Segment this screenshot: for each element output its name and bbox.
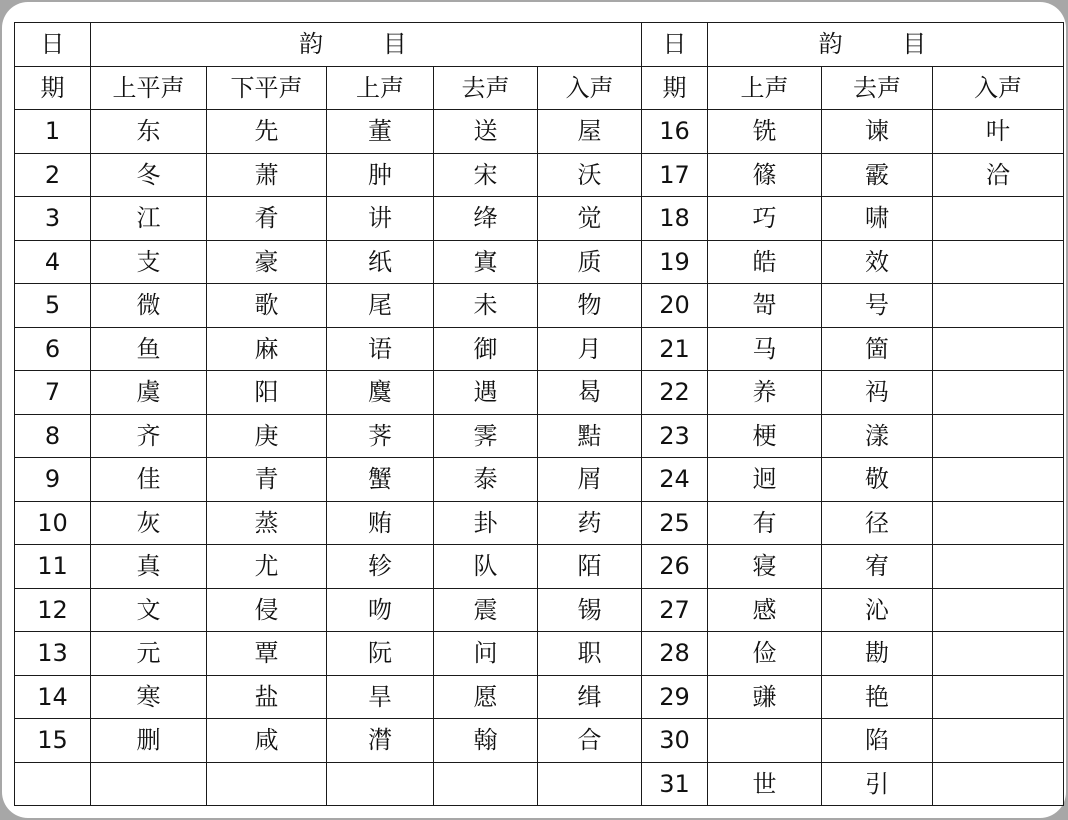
date-cell: 16 [642, 110, 708, 154]
date-cell: 26 [642, 545, 708, 589]
rhyme-cell [933, 501, 1064, 545]
rhyme-cell: 寝 [708, 545, 822, 589]
date-cell: 17 [642, 153, 708, 197]
date-cell: 25 [642, 501, 708, 545]
rhyme-cell: 月 [538, 327, 642, 371]
date-cell: 7 [15, 371, 91, 415]
date-cell: 1 [15, 110, 91, 154]
rhyme-cell: 肿 [327, 153, 434, 197]
rhyme-cell [708, 719, 822, 763]
table-row [15, 719, 1064, 763]
rhyme-cell: 先 [207, 110, 327, 154]
col-header-qu-right: 去声 [822, 66, 933, 110]
rhyme-cell: 沃 [538, 153, 642, 197]
rhyme-cell: 效 [822, 240, 933, 284]
date-cell: 31 [642, 762, 708, 806]
rhyme-cell [434, 762, 538, 806]
rhyme-cell: 径 [822, 501, 933, 545]
rhyme-cell [91, 762, 207, 806]
rhyme-cell [933, 458, 1064, 502]
rhyme-cell: 讲 [327, 197, 434, 241]
table-row [15, 327, 1064, 371]
rhyme-cell: 勘 [822, 632, 933, 676]
rhyme-cell: 江 [91, 197, 207, 241]
rhyme-cell: 曷 [538, 371, 642, 415]
date-cell: 10 [15, 501, 91, 545]
rhyme-cell: 宋 [434, 153, 538, 197]
rhyme-cell: 感 [708, 588, 822, 632]
rhyme-cell: 叶 [933, 110, 1064, 154]
rhyme-cell [933, 197, 1064, 241]
date-cell: 30 [642, 719, 708, 763]
date-cell: 2 [15, 153, 91, 197]
date-cell: 28 [642, 632, 708, 676]
col-header-shang-ping: 上平声 [91, 66, 207, 110]
document-frame [2, 2, 1066, 818]
rhyme-cell: 巧 [708, 197, 822, 241]
date-cell: 14 [15, 675, 91, 719]
table-row [15, 632, 1064, 676]
date-cell: 24 [642, 458, 708, 502]
rhyme-cell: 有 [708, 501, 822, 545]
rhyme-cell: 歌 [207, 284, 327, 328]
rhyme-cell: 漾 [822, 414, 933, 458]
rhyme-cell: 侵 [207, 588, 327, 632]
table-row [15, 197, 1064, 241]
rhyme-cell: 纸 [327, 240, 434, 284]
rhyme-cell [933, 719, 1064, 763]
rhyme-cell [933, 240, 1064, 284]
rhyme-cell: 养 [708, 371, 822, 415]
table-row [15, 284, 1064, 328]
rhyme-cell: 篠 [708, 153, 822, 197]
rhyme-cell: 哿 [708, 284, 822, 328]
rhyme-cell: 麌 [327, 371, 434, 415]
date-cell: 4 [15, 240, 91, 284]
table-row [15, 545, 1064, 589]
col-header-shang-right: 上声 [708, 66, 822, 110]
rhyme-cell: 东 [91, 110, 207, 154]
table-row [15, 675, 1064, 719]
date-cell: 9 [15, 458, 91, 502]
rhyme-cell: 职 [538, 632, 642, 676]
rhyme-cell: 麻 [207, 327, 327, 371]
date-cell: 21 [642, 327, 708, 371]
date-header-right-bottom: 期 [642, 66, 708, 110]
rhyme-cell: 荠 [327, 414, 434, 458]
rhyme-cell: 黠 [538, 414, 642, 458]
rhyme-cell: 迥 [708, 458, 822, 502]
rhyme-cell: 陷 [822, 719, 933, 763]
rhyme-cell: 轸 [327, 545, 434, 589]
rhyme-cell: 沁 [822, 588, 933, 632]
rhyme-cell: 青 [207, 458, 327, 502]
rhyme-cell: 佳 [91, 458, 207, 502]
rhyme-cell: 梗 [708, 414, 822, 458]
rhyme-cell: 啸 [822, 197, 933, 241]
rhyme-cell: 阮 [327, 632, 434, 676]
date-cell: 18 [642, 197, 708, 241]
date-cell: 22 [642, 371, 708, 415]
rhyme-calendar-table [14, 22, 1064, 806]
table-row [15, 153, 1064, 197]
rhyme-cell: 震 [434, 588, 538, 632]
rhyme-cell: 语 [327, 327, 434, 371]
rhyme-cell: 文 [91, 588, 207, 632]
date-cell: 20 [642, 284, 708, 328]
rhyme-cell: 贿 [327, 501, 434, 545]
rhyme-cell: 齐 [91, 414, 207, 458]
rhyme-cell: 质 [538, 240, 642, 284]
table-body [15, 23, 1064, 806]
rhyme-cell: 敬 [822, 458, 933, 502]
rhyme-cell: 董 [327, 110, 434, 154]
col-header-shang-left: 上声 [327, 66, 434, 110]
rhyme-cell: 合 [538, 719, 642, 763]
rhyme-cell [933, 632, 1064, 676]
date-cell: 3 [15, 197, 91, 241]
rhyme-cell: 锡 [538, 588, 642, 632]
rhyme-cell: 删 [91, 719, 207, 763]
date-header-right-top: 日 [642, 23, 708, 67]
date-cell: 29 [642, 675, 708, 719]
rhyme-cell: 霁 [434, 414, 538, 458]
rhyme-cell: 潸 [327, 719, 434, 763]
rhyme-cell: 微 [91, 284, 207, 328]
rhyme-cell: 卦 [434, 501, 538, 545]
date-cell: 12 [15, 588, 91, 632]
rhyme-cell: 真 [91, 545, 207, 589]
rhyme-cell: 豏 [708, 675, 822, 719]
date-cell: 27 [642, 588, 708, 632]
rhyme-cell: 元 [91, 632, 207, 676]
rhyme-cell [933, 327, 1064, 371]
rhyme-header-right: 韵 目 [708, 23, 1064, 67]
rhyme-header-left: 韵 目 [91, 23, 642, 67]
date-cell: 19 [642, 240, 708, 284]
rhyme-cell [933, 284, 1064, 328]
col-header-xia-ping: 下平声 [207, 66, 327, 110]
rhyme-cell: 俭 [708, 632, 822, 676]
rhyme-cell: 御 [434, 327, 538, 371]
date-header-left-top: 日 [15, 23, 91, 67]
rhyme-cell: 虞 [91, 371, 207, 415]
rhyme-cell: 肴 [207, 197, 327, 241]
rhyme-cell: 铣 [708, 110, 822, 154]
date-cell: 15 [15, 719, 91, 763]
rhyme-cell: 萧 [207, 153, 327, 197]
rhyme-cell: 觉 [538, 197, 642, 241]
date-cell: 5 [15, 284, 91, 328]
rhyme-cell [933, 675, 1064, 719]
table-row [15, 762, 1064, 806]
table-row [15, 371, 1064, 415]
rhyme-cell [933, 414, 1064, 458]
rhyme-cell: 皓 [708, 240, 822, 284]
rhyme-cell: 屋 [538, 110, 642, 154]
rhyme-cell: 鱼 [91, 327, 207, 371]
rhyme-cell: 翰 [434, 719, 538, 763]
rhyme-cell: 寒 [91, 675, 207, 719]
rhyme-cell: 洽 [933, 153, 1064, 197]
rhyme-cell: 谏 [822, 110, 933, 154]
rhyme-cell: 宥 [822, 545, 933, 589]
col-header-ru-left: 入声 [538, 66, 642, 110]
col-header-ru-right: 入声 [933, 66, 1064, 110]
rhyme-cell: 尾 [327, 284, 434, 328]
table-row [15, 588, 1064, 632]
rhyme-cell: 世 [708, 762, 822, 806]
rhyme-cell: 盐 [207, 675, 327, 719]
table-row [15, 501, 1064, 545]
rhyme-cell: 冬 [91, 153, 207, 197]
rhyme-cell: 引 [822, 762, 933, 806]
rhyme-cell: 箇 [822, 327, 933, 371]
rhyme-cell [327, 762, 434, 806]
rhyme-cell: 阳 [207, 371, 327, 415]
rhyme-cell: 蟹 [327, 458, 434, 502]
col-header-qu-left: 去声 [434, 66, 538, 110]
rhyme-cell: 未 [434, 284, 538, 328]
rhyme-cell: 旱 [327, 675, 434, 719]
rhyme-cell [933, 762, 1064, 806]
table-row [15, 240, 1064, 284]
rhyme-cell: 队 [434, 545, 538, 589]
date-cell: 11 [15, 545, 91, 589]
rhyme-cell: 绛 [434, 197, 538, 241]
rhyme-cell: 马 [708, 327, 822, 371]
rhyme-cell: 送 [434, 110, 538, 154]
rhyme-cell: 霰 [822, 153, 933, 197]
rhyme-cell [933, 545, 1064, 589]
table-row [15, 110, 1064, 154]
rhyme-cell [207, 762, 327, 806]
rhyme-cell [933, 371, 1064, 415]
date-cell [15, 762, 91, 806]
rhyme-cell: 物 [538, 284, 642, 328]
rhyme-cell: 遇 [434, 371, 538, 415]
rhyme-cell: 陌 [538, 545, 642, 589]
rhyme-cell: 吻 [327, 588, 434, 632]
rhyme-cell [933, 588, 1064, 632]
date-cell: 8 [15, 414, 91, 458]
rhyme-cell: 屑 [538, 458, 642, 502]
rhyme-cell: 祃 [822, 371, 933, 415]
table-row [15, 458, 1064, 502]
rhyme-cell: 支 [91, 240, 207, 284]
rhyme-cell: 豪 [207, 240, 327, 284]
rhyme-cell: 咸 [207, 719, 327, 763]
rhyme-cell: 愿 [434, 675, 538, 719]
date-header-left-bottom: 期 [15, 66, 91, 110]
header-row-top [15, 23, 1064, 67]
date-cell: 13 [15, 632, 91, 676]
rhyme-cell: 覃 [207, 632, 327, 676]
rhyme-cell: 缉 [538, 675, 642, 719]
date-cell: 23 [642, 414, 708, 458]
rhyme-cell: 问 [434, 632, 538, 676]
rhyme-cell [538, 762, 642, 806]
rhyme-cell: 药 [538, 501, 642, 545]
header-row-bottom [15, 66, 1064, 110]
rhyme-cell: 寘 [434, 240, 538, 284]
rhyme-cell: 蒸 [207, 501, 327, 545]
rhyme-cell: 灰 [91, 501, 207, 545]
rhyme-cell: 号 [822, 284, 933, 328]
date-cell: 6 [15, 327, 91, 371]
rhyme-cell: 泰 [434, 458, 538, 502]
rhyme-cell: 尤 [207, 545, 327, 589]
rhyme-cell: 艳 [822, 675, 933, 719]
rhyme-cell: 庚 [207, 414, 327, 458]
table-row [15, 414, 1064, 458]
